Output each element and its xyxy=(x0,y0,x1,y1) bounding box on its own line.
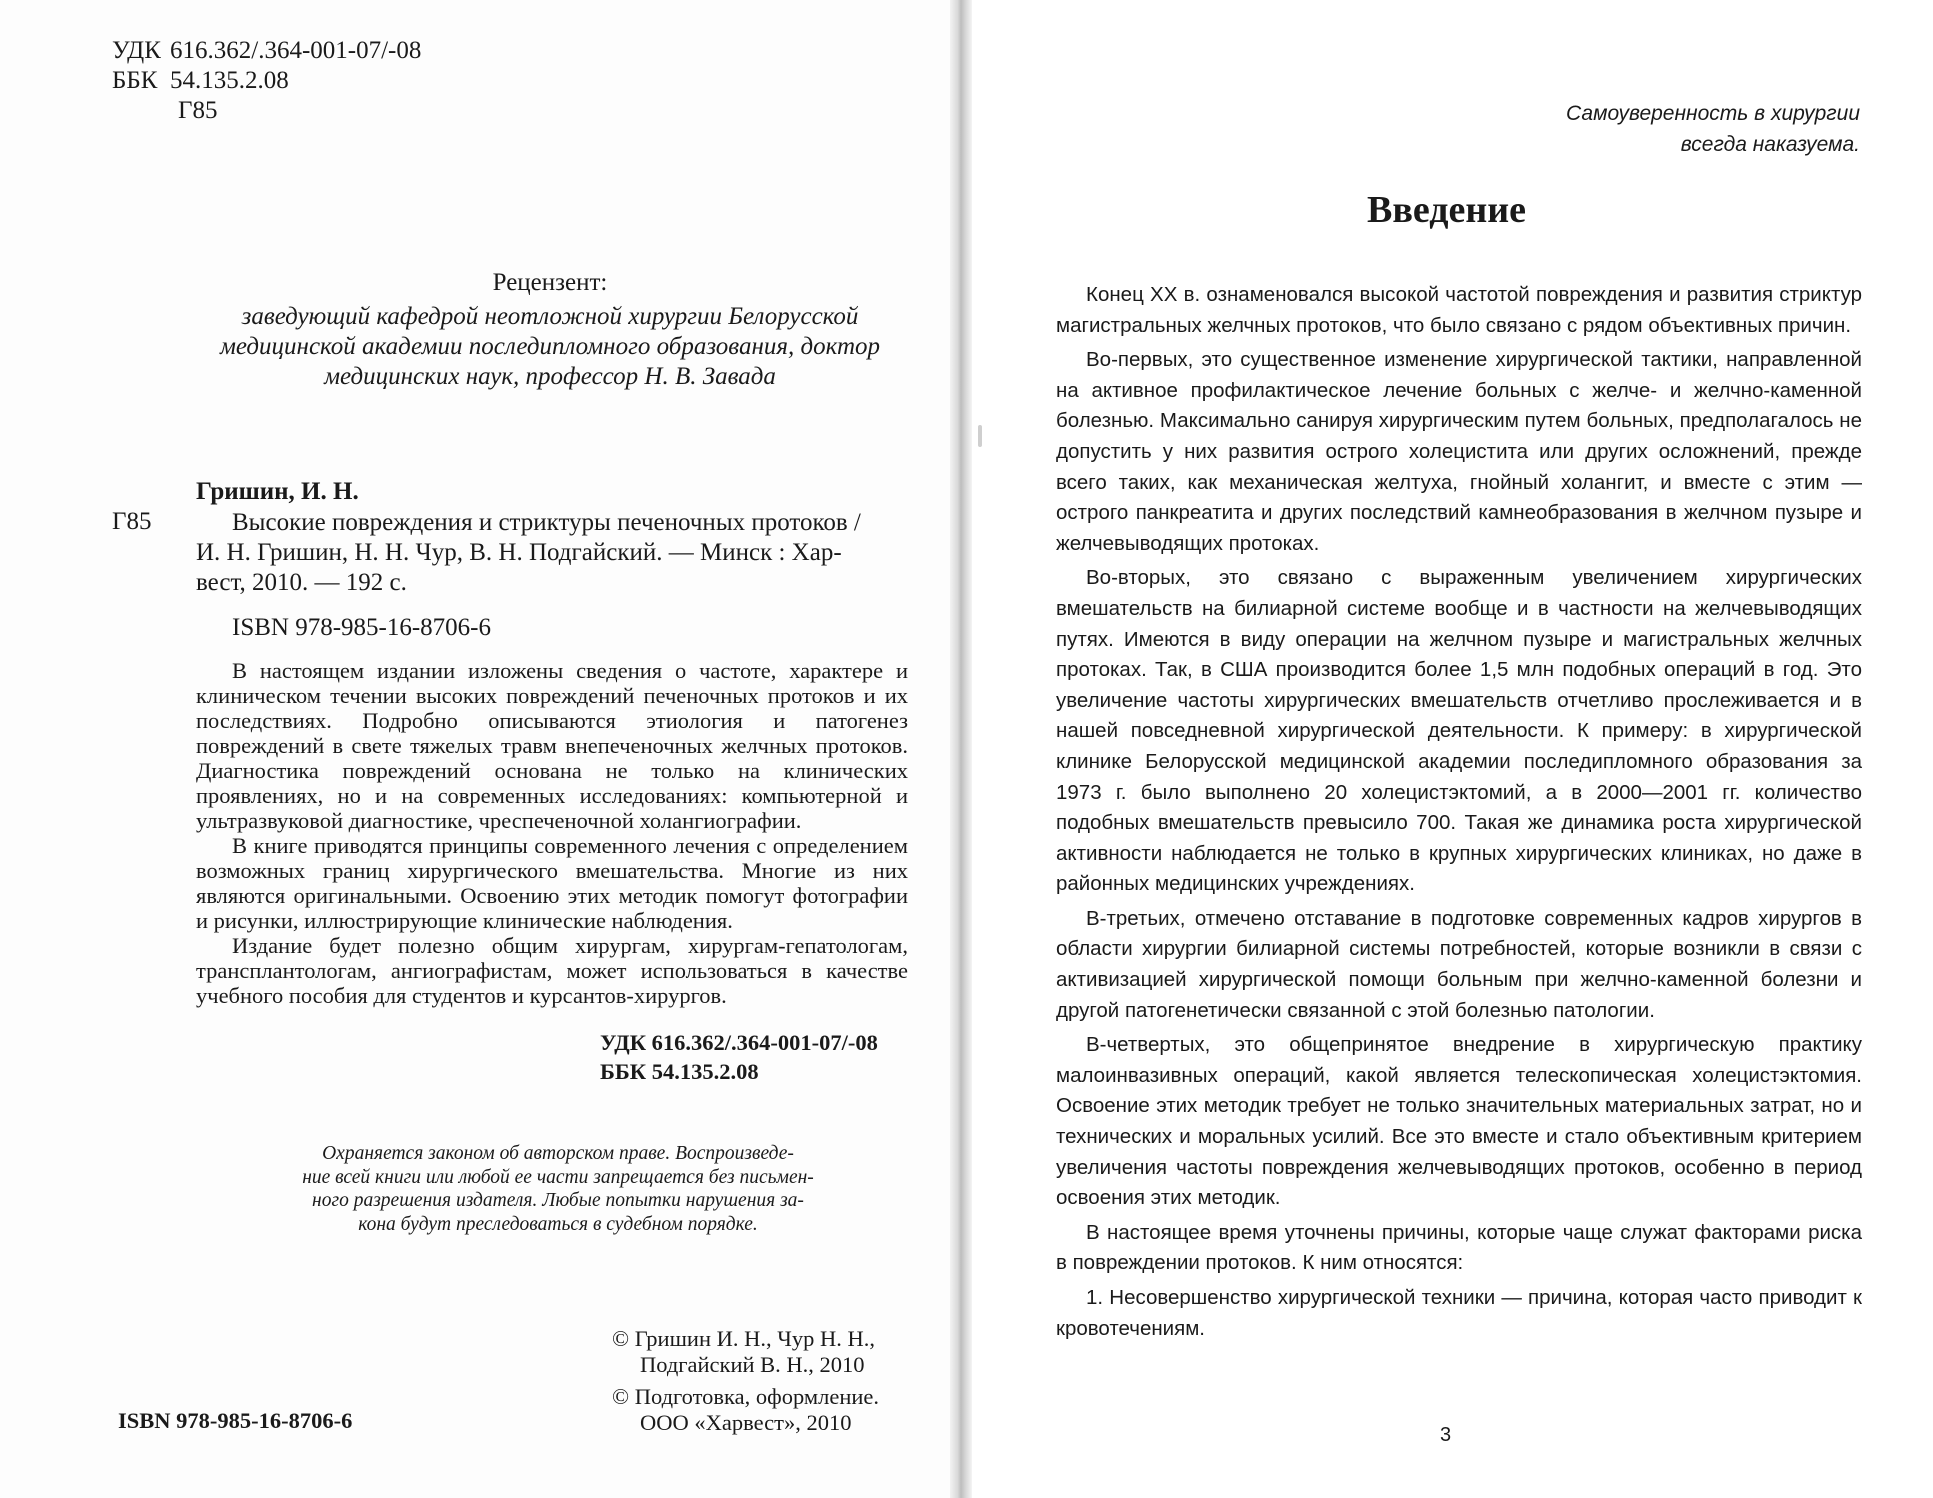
copyright-notice xyxy=(238,1142,878,1236)
left-page xyxy=(0,0,960,1498)
classification-block xyxy=(112,36,421,126)
reviewer-line: медицинской академии последипломного образования, доктор xyxy=(219,333,881,360)
bbk-footer: ББК 54.135.2.08 xyxy=(600,1059,759,1084)
reviewer-line: медицинских наук, профессор Н. В. Завада xyxy=(324,363,776,390)
chapter-body xyxy=(1056,280,1862,1344)
copyright-line: © Гришин И. Н., Чур Н. Н., xyxy=(612,1326,876,1351)
udk-code: 616.362/.364-001-07/-08 xyxy=(170,37,422,64)
classification-footer xyxy=(600,1028,878,1086)
body-paragraph: Во-вторых, это связано с выраженным увеличением хирургических вмешательств на билиарной системе вообще и в частности на желчевыводящих путях. Имеются в виду операции на желчном пузыре и магистральных желчных протоках. Так, в США производится более 1,5 млн подобных операций в год. Это увеличение частоты хирургических вмешательств отчетливо прослеживается и в нашей повседневной хирургической деятельности. К примеру: в хирургической клинике Белорусской медицинской академии последипломного образования за 1973 г. было выполнено 20 холецистэктомий, а в 2000—2001 гг. количество подобных вмешательств превысило 700. Такая же динамика роста хирургической активности наблюдается не только в крупных хирургических клиниках, но даже в районных медицинских учреждениях. xyxy=(1056,566,1862,896)
bibliographic-line: И. Н. Гришин, Н. Н. Чур, В. Н. Подгайский. — Минск : Хар- xyxy=(196,539,842,566)
body-paragraph: В-третьих, отмечено отставание в подготовке современных кадров хирургов в области хирургии билиарной системы потребностей, которые возникли в связи с активизацией хирургической помощи больным при желчно-каменной болезни и другой патогенетически связанной с этой болезнью патологии. xyxy=(1056,906,1862,1022)
reviewer-block xyxy=(170,268,930,392)
annotation-paragraph: Издание будет полезно общим хирургам, хирургам-гепатологам, трансплантологам, ангиографистам, может использоваться в качестве учебного пособия для студентов и курсантов-хирургов. xyxy=(196,933,908,1008)
reviewer-heading: Рецензент: xyxy=(492,269,608,296)
annotation-paragraph: В настоящем издании изложены сведения о частоте, характере и клиническом течении высоких повреждений печеночных протоков и их последствиях. Подробно описываются этиология и патогенез повреждений в свете тяжелых травм внепеченочных желчных протоков. Диагностика повреждений основана не только на клинических проявлениях, но и на современных исследованиях: компьютерной и ультразвуковой диагностике, чреспеченочной холангиографии. xyxy=(196,658,908,833)
copyright-notice-line: кона будут преследоваться в судебном порядке. xyxy=(358,1213,758,1235)
isbn-record: ISBN 978-985-16-8706-6 xyxy=(232,614,492,641)
copyright-notice-line: Охраняется законом об авторском праве. Воспроизведе- xyxy=(322,1143,794,1164)
epigraph-line: всегда наказуема. xyxy=(1680,133,1860,156)
udk-label: УДК xyxy=(112,37,161,64)
bbk-code: 54.135.2.08 xyxy=(170,67,289,94)
body-paragraph: В-четвертых, это общепринятое внедрение в хирургическую практику малоинвазивных операций, какой является телескопическая холецистэктомия. Освоение этих методик требует не только значительных материальных затрат, но и технических и моральных усилий. Все это вместе и стало объективным критерием увеличения частоты повреждения желчевыводящих протоков, особенно в период освоения этих методик. xyxy=(1056,1033,1862,1210)
body-paragraph: Во-первых, это существенное изменение хирургической тактики, направленной на активное профилактическое лечение больных с желче- и желчно-каменной болезнью. Максимально санируя хирургическим путем больных, предполагалось не допустить у них развития острого холецистита или других осложнений, прежде всего таких, как механическая желтуха, гнойный холангит, и вместе с этим — острого панкреатита и других последствий камнеобразования в желчном пузыре и желчевыводящих протоках. xyxy=(1056,348,1862,555)
author-name: Гришин, И. Н. xyxy=(196,478,359,505)
bibliographic-record xyxy=(196,508,916,598)
bbk-row xyxy=(112,66,421,96)
page-number: 3 xyxy=(1440,1424,1452,1446)
reviewer-line: заведующий кафедрой неотложной хирургии Белорусской xyxy=(241,303,859,330)
copyright-holders xyxy=(612,1326,879,1442)
binding-mark xyxy=(978,425,982,447)
bbk-label: ББК xyxy=(112,67,158,94)
body-paragraph: 1. Несовершенство хирургической техники — причина, которая часто приводит к кровотечениям. xyxy=(1056,1286,1862,1340)
body-paragraph: Конец XX в. ознаменовался высокой частотой повреждения и развития стриктур магистральных желчных протоков, что было связано с рядом объективных причин. xyxy=(1056,283,1862,337)
copyright-line: ООО «Харвест», 2010 xyxy=(640,1410,852,1435)
bibliographic-line: Высокие повреждения и стриктуры печеночных протоков / xyxy=(232,509,861,536)
annotation-paragraph: В книге приводятся принципы современного лечения с определением возможных границ хирургического вмешательства. Многие из них являются оригинальными. Освоению этих методик помогут фотографии и рисунки, иллюстрирующие клинические наблюдения. xyxy=(196,833,908,933)
chapter-title: Введение xyxy=(1367,189,1526,231)
author-mark-row xyxy=(112,96,421,126)
copyright-notice-line: ного разрешения издателя. Любые попытки нарушения за- xyxy=(312,1190,804,1211)
copyright-line: Подгайский В. Н., 2010 xyxy=(640,1352,865,1377)
isbn-footer: ISBN 978-985-16-8706-6 xyxy=(118,1408,353,1433)
copyright-authors xyxy=(612,1326,879,1378)
bibliographic-line: вест, 2010. — 192 с. xyxy=(196,569,407,596)
epigraph-line: Самоуверенность в хирургии xyxy=(1565,102,1860,125)
author-mark: Г85 xyxy=(178,97,218,124)
udk-footer: УДК 616.362/.364-001-07/-08 xyxy=(600,1030,878,1055)
catalog-mark: Г85 xyxy=(112,508,152,535)
annotation xyxy=(196,658,908,1008)
copyright-line: © Подготовка, оформление. xyxy=(612,1384,880,1409)
udk-row xyxy=(112,36,421,66)
body-paragraph: В настоящее время уточнены причины, которые чаще служат факторами риска в повреждении протоков. К ним относятся: xyxy=(1056,1220,1862,1275)
copyright-publisher xyxy=(612,1384,879,1436)
epigraph xyxy=(1400,98,1860,160)
copyright-notice-line: ние всей книги или любой ее части запрещается без письмен- xyxy=(302,1166,814,1188)
